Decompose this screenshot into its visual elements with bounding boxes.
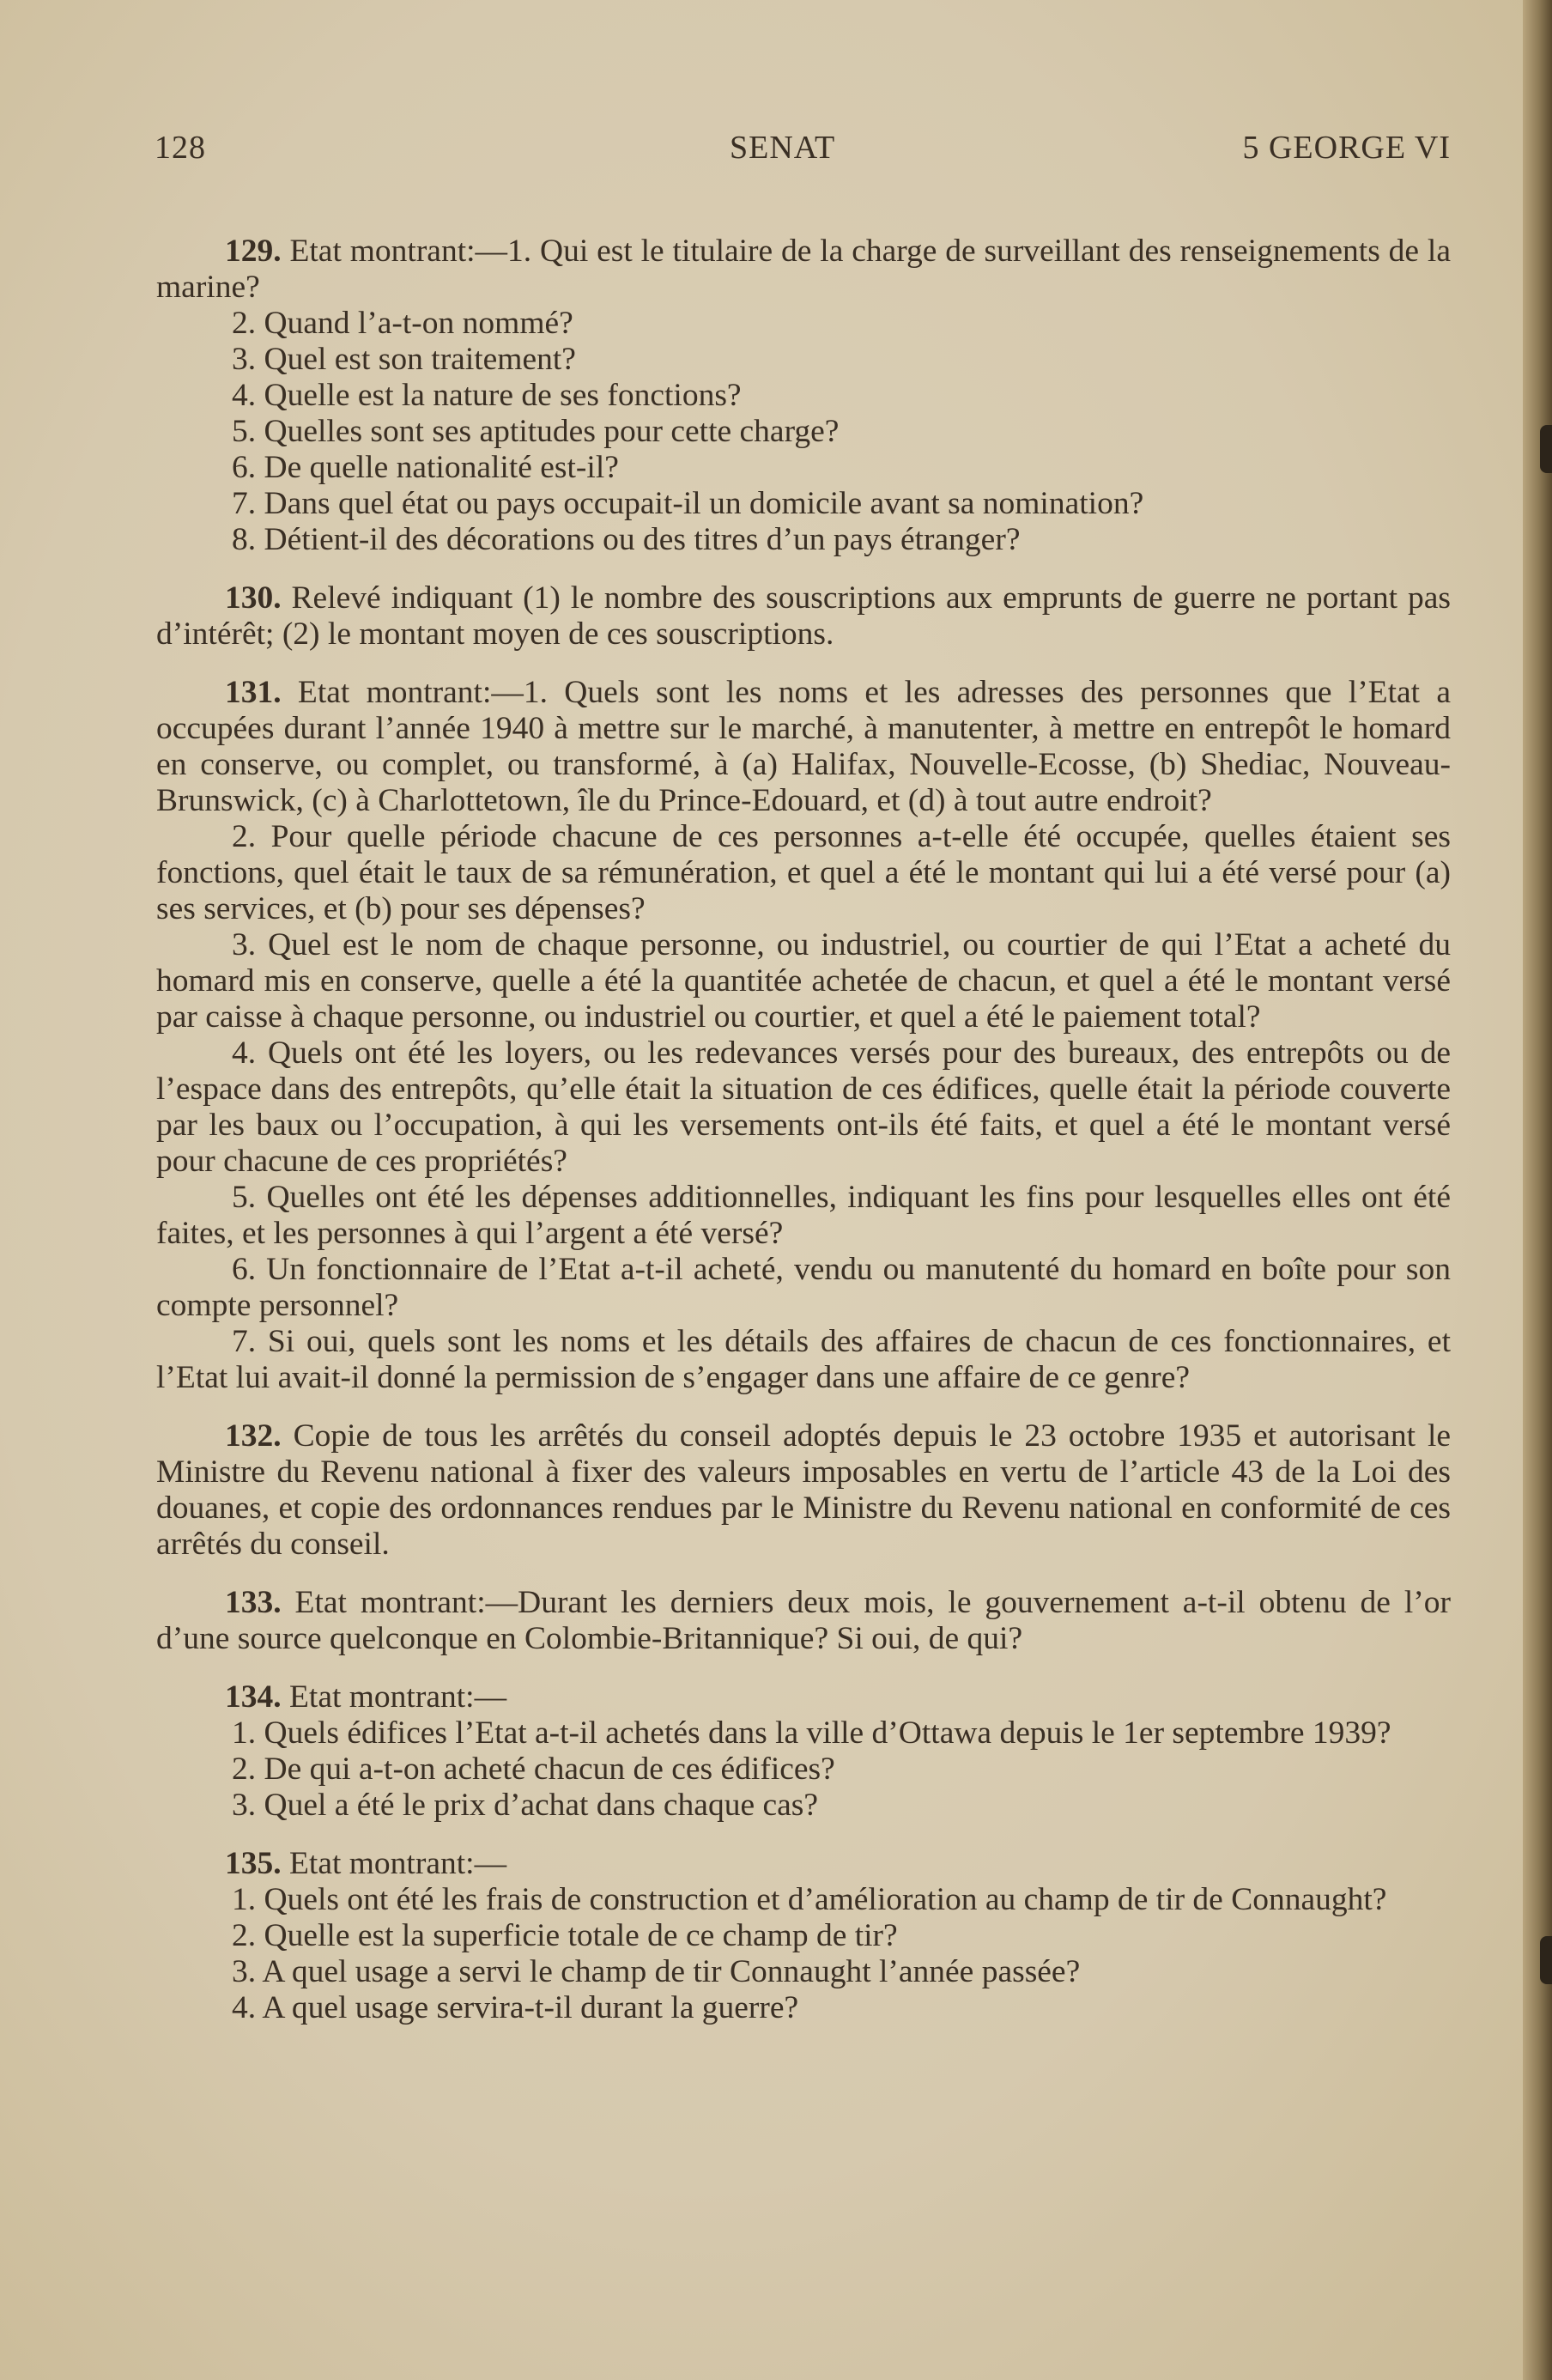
- question-133: [156, 1585, 1451, 1657]
- document-body: [156, 234, 1451, 2049]
- paragraph: 5. Quelles sont ses aptitudes pour cette charge?: [232, 414, 840, 449]
- header-title: SENAT: [730, 130, 836, 166]
- paragraph: 2. Quelle est la superficie totale de ce champ de tir?: [232, 1918, 898, 1953]
- question-129: [156, 234, 1451, 558]
- paragraph: 5. Quelles ont été les dépenses additionnelles, indiquant les fins pour lesquelles elles ont été faites, et les personnes à qui l’argent a été versé?: [156, 1180, 1451, 1251]
- question-number: 131.: [225, 675, 282, 710]
- question-131: [156, 675, 1451, 1396]
- paragraph: 2. Quand l’a-t-on nommé?: [232, 306, 573, 341]
- question-number: 129.: [225, 234, 282, 269]
- paragraph: 6. De quelle nationalité est-il?: [232, 450, 619, 485]
- paragraph: [156, 1585, 1451, 1657]
- question-number: 133.: [225, 1585, 282, 1620]
- paragraph: 3. A quel usage a servi le champ de tir Connaught l’année passée?: [232, 1954, 1081, 1989]
- paragraph-text: Relevé indiquant (1) le nombre des souscriptions aux emprunts de guerre ne portant pas d’intérêt; (2) le montant moyen de ces souscriptions.: [156, 580, 1451, 652]
- paragraph: [156, 580, 1451, 653]
- paragraph-text: Copie de tous les arrêtés du conseil adoptés depuis le 23 octobre 1935 et autorisant le Ministre du Revenu national à fixer des valeurs imposables en vertu de l’article 43 de la Loi des douanes, et copie des ordonnances rendues par le Ministre du Revenu national en conformité de ces arrêtés du conseil.: [156, 1418, 1452, 1562]
- paragraph: 2. Pour quelle période chacune de ces personnes a-t-elle été occupée, quelles étaient ses fonctions, quel était le taux de sa rémunération, et quel a été le montant qui lui a été versé pour (a) ses services, et (b) pour ses dépenses?: [156, 819, 1451, 926]
- paragraph: [156, 1418, 1451, 1563]
- page-edge-shadow: [1523, 0, 1552, 2380]
- paragraph: 7. Si oui, quels sont les noms et les détails des affaires de chacun de ces fonctionnaires, et l’Etat lui avait-il donné la permission de s’engager dans une affaire de ce genre?: [156, 1324, 1451, 1395]
- paragraph: 4. Quels ont été les loyers, ou les redevances versés pour des bureaux, des entrepôts ou de l’espace dans des entrepôts, qu’elle était la situation de ces édifices, quelle était la période couverte par les baux ou l’occupation, à qui les versements ont-ils été faits, et quel a été le montant versé pour chacune de ces propriétés?: [156, 1035, 1451, 1179]
- paragraph-text: Etat montrant:—1. Quels sont les noms et les adresses des personnes que l’Etat a occupées durant l’année 1940 à mettre sur le marché, à manutenter, à mettre en entrepôt le homard en conserve, ou complet, ou transformé, à (a) Halifax, Nouvelle-Ecosse, (b) Shediac, Nouveau-Brunswick, (c) à Charlottetown, île du Prince-Edouard, et (d) à tout autre endroit?: [156, 675, 1451, 818]
- paragraph: 3. Quel a été le prix d’achat dans chaque cas?: [232, 1788, 819, 1823]
- question-130: [156, 580, 1451, 653]
- paragraph: 2. De qui a-t-on acheté chacun de ces édifices?: [232, 1752, 835, 1787]
- paragraph-text: Etat montrant:—Durant les derniers deux mois, le gouvernement a-t-il obtenu de l’or d’une source quelconque en Colombie-Britannique? Si oui, de qui?: [156, 1585, 1451, 1656]
- paragraph: 1. Quels édifices l’Etat a-t-il achetés dans la ville d’Ottawa depuis le 1er septembre 1939?: [232, 1715, 1391, 1751]
- paragraph: 4. Quelle est la nature de ses fonctions?: [232, 378, 742, 413]
- paragraph: 6. Un fonctionnaire de l’Etat a-t-il acheté, vendu ou manutenté du homard en boîte pour son compte personnel?: [156, 1252, 1451, 1323]
- paragraph-text: Etat montrant:—: [289, 1679, 507, 1715]
- paragraph: 7. Dans quel état ou pays occupait-il un domicile avant sa nomination?: [232, 486, 1144, 521]
- paragraph: 8. Détient-il des décorations ou des titres d’un pays étranger?: [232, 522, 1021, 557]
- header-regnal-year: 5 GEORGE VI: [1242, 130, 1451, 166]
- question-132: [156, 1418, 1451, 1563]
- paragraph: 3. Quel est le nom de chaque personne, ou industriel, ou courtier de qui l’Etat a acheté du homard mis en conserve, quelle a été la quantitée achetée de chacun, et quel a été le montant versé par caisse à chaque personne, ou industriel ou courtier, et quel a été le paiement total?: [156, 927, 1451, 1035]
- binding-mark: [1540, 1936, 1552, 1984]
- binding-mark: [1540, 425, 1552, 473]
- question-135: [156, 1846, 1451, 2026]
- paragraph: 3. Quel est son traitement?: [232, 342, 576, 377]
- paragraph: [156, 234, 1451, 306]
- paragraph: 4. A quel usage servira-t-il durant la guerre?: [232, 1990, 799, 2025]
- question-number: 135.: [225, 1846, 282, 1881]
- paragraph: [156, 675, 1451, 819]
- paragraph: 1. Quels ont été les frais de construction et d’amélioration au champ de tir de Connaught?: [232, 1882, 1387, 1917]
- paragraph: [156, 1679, 1451, 1715]
- question-number: 130.: [225, 580, 282, 616]
- question-number: 134.: [225, 1679, 282, 1715]
- paragraph-text: Etat montrant:—1. Qui est le titulaire de la charge de surveillant des renseignements de la marine?: [156, 234, 1451, 305]
- running-header: [155, 129, 1451, 172]
- question-134: [156, 1679, 1451, 1824]
- paragraph-text: Etat montrant:—: [289, 1846, 507, 1881]
- paragraph: [156, 1846, 1451, 1882]
- question-number: 132.: [225, 1418, 282, 1454]
- page-number: 128: [155, 130, 206, 166]
